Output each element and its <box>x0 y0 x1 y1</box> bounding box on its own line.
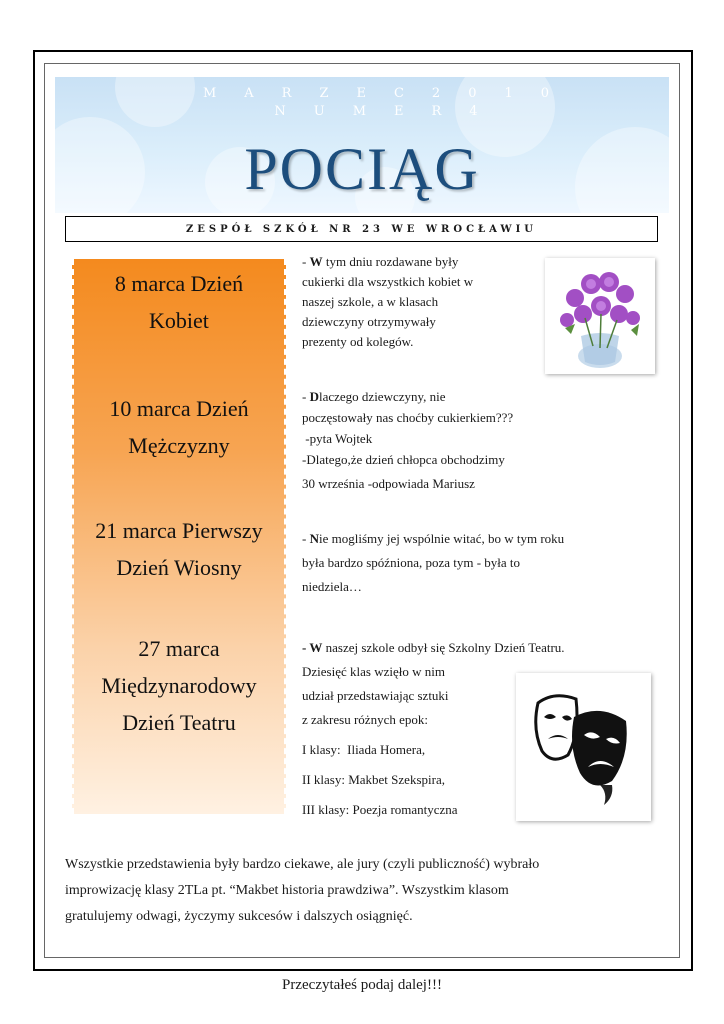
article-line: cukierki dla wszystkich kobiet w <box>302 274 474 289</box>
event-line: Dzień Wiosny <box>116 555 242 580</box>
issue-date: MARZEC2010 <box>202 86 578 101</box>
article-line: laczego dziewczyny, nie <box>318 389 446 404</box>
article-line: niedziela… <box>302 579 362 594</box>
article-line: -Dlatego,że dzień chłopca obchodzimy <box>302 452 505 467</box>
summary-line: Wszystkie przedstawienia były bardzo ciekawe, ale jury (czyli publiczność) wybrało <box>65 857 540 872</box>
drop-initial: W <box>309 640 323 655</box>
school-name-bar: ZESPÓŁ SZKÓŁ NR 23 WE WROCŁAWIU <box>65 216 658 242</box>
event-line: Międzynarodowy <box>101 673 257 698</box>
closing-note: Przeczytałeś podaj dalej!!! <box>282 977 442 993</box>
event-theatre-day <box>74 630 284 741</box>
article-line: ie mogliśmy jej wspólnie witać, bo w tym roku <box>318 531 565 546</box>
article-spring-day <box>302 527 564 599</box>
article-line: poczęstowały nas choćby cukierkiem??? <box>302 410 514 425</box>
drop-initial: N <box>309 531 319 546</box>
event-womens-day <box>74 265 284 339</box>
theatre-masks-icon <box>516 673 651 821</box>
drop-initial: W <box>309 254 323 269</box>
article-line: -pyta Wojtek <box>302 431 373 446</box>
drop-initial: D <box>309 389 319 404</box>
article-line: Dziesięć klas wzięło w nim <box>302 664 445 679</box>
article-line: tym dniu rozdawane były <box>325 254 459 269</box>
dash: - <box>302 531 310 546</box>
article-line: prezenty od kolegów. <box>302 334 414 349</box>
event-line: 10 marca Dzień <box>109 396 249 421</box>
event-line: Kobiet <box>149 308 209 333</box>
article-line: naszej szkole, a w klasach <box>302 294 439 309</box>
article-line: III klasy: Poezja romantyczna <box>302 802 458 817</box>
event-mens-day <box>74 390 284 464</box>
event-spring-day <box>74 512 284 586</box>
newspaper-title: POCIĄG <box>244 136 480 202</box>
article-line: z zakresu różnych epok: <box>302 712 428 727</box>
summary-paragraph <box>65 852 665 930</box>
event-line: 27 marca <box>138 636 220 661</box>
article-line: była bardzo spóźniona, poza tym - była to <box>302 555 521 570</box>
flower-vase-icon <box>545 258 655 374</box>
event-line: Mężczyzny <box>128 433 230 458</box>
event-line: 8 marca Dzień <box>114 271 244 296</box>
article-line: 30 września -odpowiada Mariusz <box>302 476 475 491</box>
summary-line: improwizację klasy 2TLa pt. “Makbet historia prawdziwa”. Wszystkim klasom <box>65 883 509 898</box>
article-womens-day <box>302 252 473 352</box>
event-line: 21 marca Pierwszy <box>95 518 263 543</box>
masthead <box>55 77 669 213</box>
article-line: dziewczyny otrzymywały <box>302 314 436 329</box>
dash: - <box>302 389 310 404</box>
article-line: I klasy: Iliada Homera, <box>302 742 426 757</box>
issue-number: NUMER4 <box>274 104 506 119</box>
article-line: naszej szkole odbył się Szkolny Dzień Teatru. <box>325 640 565 655</box>
event-line: Dzień Teatru <box>122 710 236 735</box>
dash: - <box>302 640 310 655</box>
summary-line: gratulujemy odwagi, życzymy sukcesów i dalszych osiągnięć. <box>65 909 413 924</box>
article-line: II klasy: Makbet Szekspira, <box>302 772 445 787</box>
article-line: udział przedstawiając sztuki <box>302 688 449 703</box>
dash: - <box>302 254 310 269</box>
article-mens-day <box>302 386 513 494</box>
events-sidebar <box>72 259 286 814</box>
